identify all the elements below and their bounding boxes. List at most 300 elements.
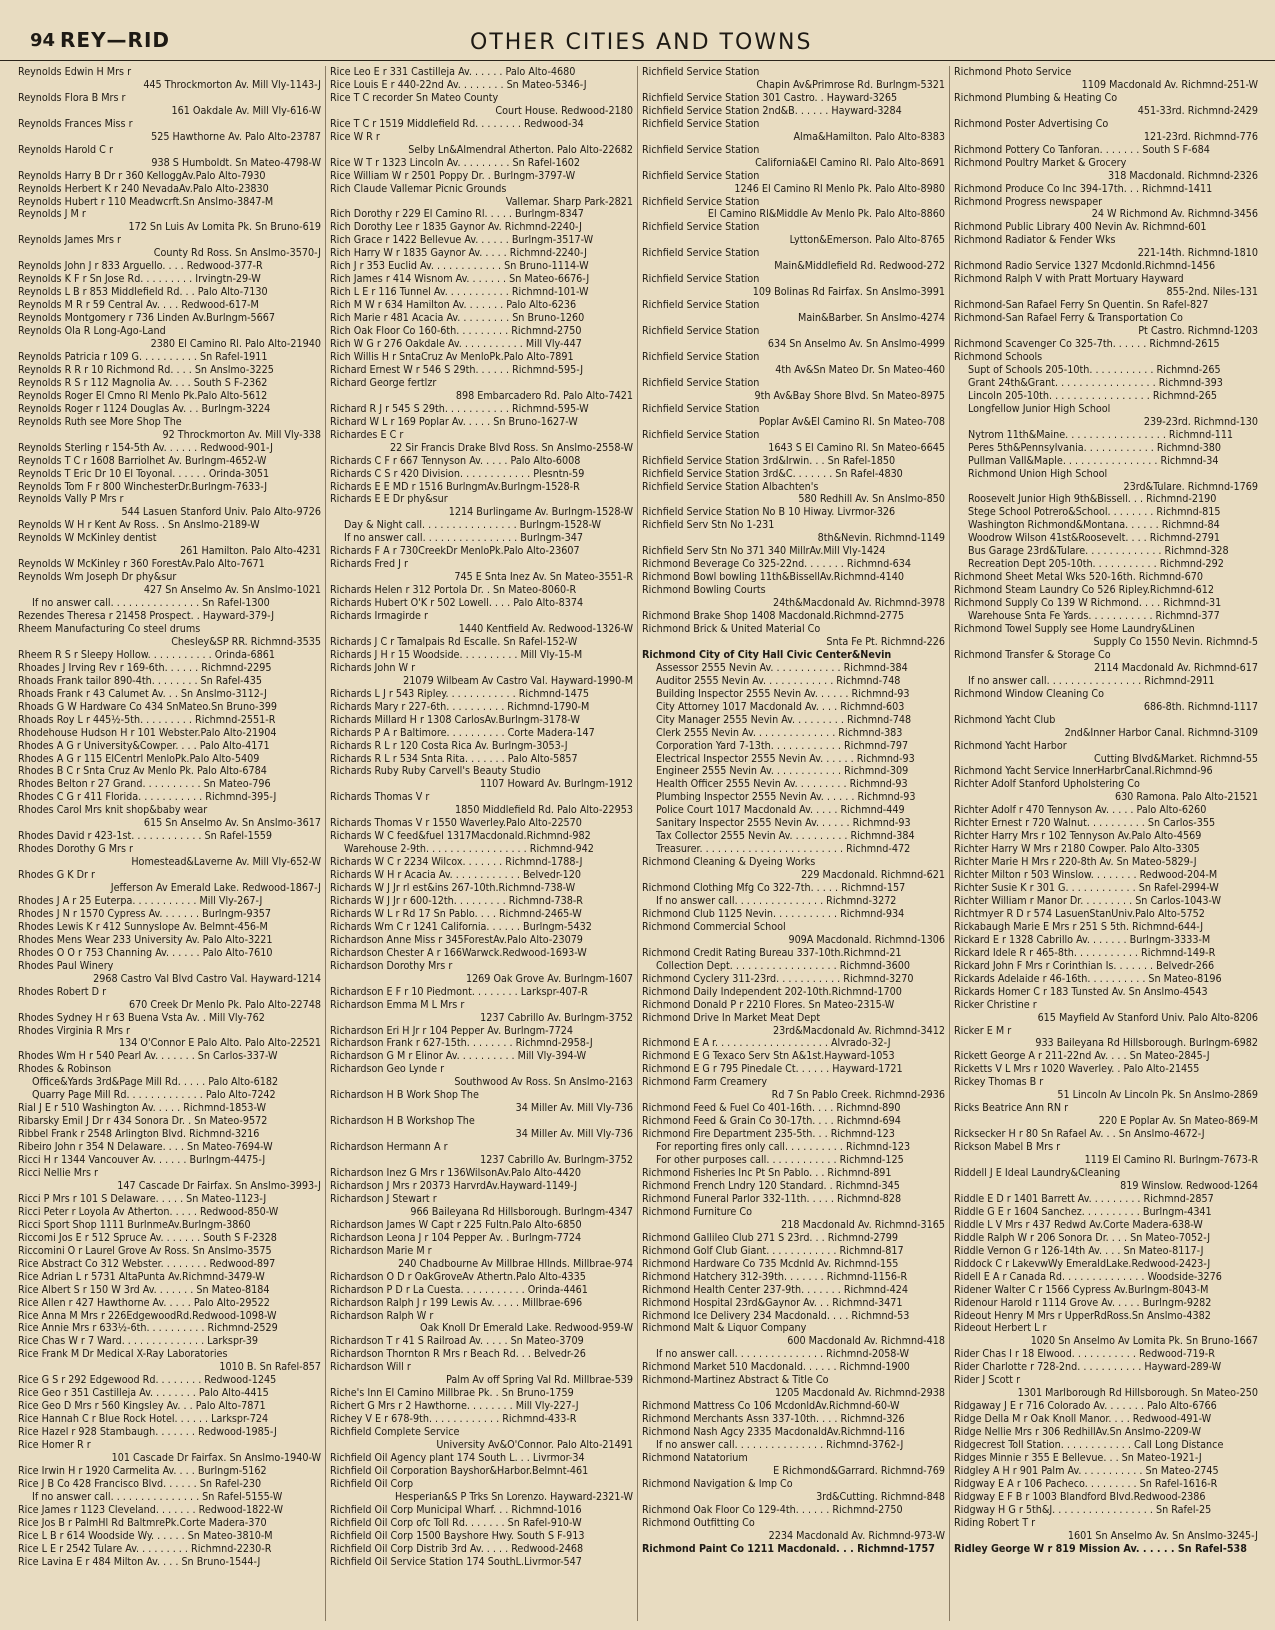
listing-entry: Richmond Supply Co 139 W Richmond. . . . Richmnd-31: [954, 597, 1222, 610]
listing-entry: Rice Lavina E r 484 Milton Av. . . . Sn Bruno-1544-J: [18, 1555, 261, 1568]
listing-entry: 580 Redhill Av. Sn Anslmo-850: [798, 493, 945, 506]
listing-entry: Rhodes Lewis K r 412 Sunnyslope Av. Belmnt-456-M: [18, 920, 268, 933]
listing-entry: Stege School Potrero&School. . . . . . . . Richmnd-815: [968, 506, 1221, 519]
listing-entry: Richmond Fire Department 235-5th. . . Richmnd-123: [642, 1128, 895, 1141]
listing-entry: Richardson Frank r 627-15th. . . . . . . . Richmnd-2958-J: [330, 1037, 593, 1050]
listing-entry: Rice Geo D Mrs r 560 Kingsley Av. . . Palo Alto-7871: [18, 1400, 266, 1413]
listing-entry: 2nd&Inner Harbor Canal. Richmnd-3109: [1064, 726, 1258, 739]
listing-entry: Richardson Anne Miss r 345ForestAv.Palo Alto-23079: [330, 933, 583, 946]
listing-entry: Rhodes David r 423-1st. . . . . . . . . . . . Sn Rafel-1559: [18, 830, 273, 843]
listing-entry: Rice Homer R r: [18, 1439, 91, 1452]
listing-entry: Richter Marie H Mrs r 220-8th Av. Sn Mateo-5829-J: [954, 856, 1197, 869]
listing-entry: Rhoads Roy L r 445½-5th. . . . . . . . . Richmnd-2551-R: [18, 713, 276, 726]
listing-entry: 134 O'Connor E Palo Alto. Palo Alto-22521: [119, 1037, 321, 1050]
listing-entry: Rich Dorothy r 229 El Camino Rl. . . . . Burlngm-8347: [330, 208, 584, 221]
listing-entry: Rich L E r 116 Tunnel Av. . . . . . . . . . . Richmnd-101-W: [330, 286, 589, 299]
listing-entry: Lincoln 205-10th. . . . . . . . . . . . . . . . . Richmnd-265: [968, 389, 1217, 402]
listing-entry: Ridgway E A r 106 Pacheco. . . . . . . . . Sn Rafel-1616-R: [954, 1477, 1218, 1490]
listing-entry: Richter Adolf r 470 Tennyson Av. . . . . Palo Alto-6260: [954, 804, 1207, 817]
listing-entry: Rice Anna M Mrs r 226EdgewoodRd.Redwood-1098-W: [18, 1309, 277, 1322]
listing-entry: Reynolds W H r Kent Av Ross. . Sn Anslmo-2189-W: [18, 519, 260, 532]
listing-entry: Ricker Christine r: [954, 998, 1037, 1011]
listing-entry: Ridgway H G r 5th&J. . . . . . . . . . . . . . . . . Sn Rafel-25: [954, 1503, 1212, 1516]
listing-entry: Rice Jos B r PalmHl Rd BaltmrePk.Corte Madera-370: [18, 1516, 267, 1529]
listing-entry: Riddle Vernon G r 126-14th Av. . . . Sn Mateo-8117-J: [954, 1244, 1204, 1257]
listing-entry: 1214 Burlingame Av. Burlngm-1528-W: [448, 506, 633, 519]
listing-entry: 101 Cascade Dr Fairfax. Sn Anslmo-1940-W: [111, 1451, 321, 1464]
listing-entry: 670 Creek Dr Menlo Pk. Palo Alto-22748: [128, 998, 321, 1011]
listing-entry: 221-14th. Richmnd-1810: [1137, 247, 1258, 260]
listing-entry: Sanitary Inspector 2555 Nevin Av. . . . . . Richmnd-93: [656, 817, 911, 830]
listing-entry: Richards F A r 730CreekDr MenloPk.Palo Alto-23607: [330, 545, 580, 558]
listing-entry: Richardson E F r 10 Piedmont. . . . . . . . Larkspr-407-R: [330, 985, 588, 998]
column-1: [14, 66, 326, 1621]
listing-entry: Chapin Av&Primrose Rd. Burlngm-5321: [756, 78, 945, 91]
listing-entry: Richards L J r 543 Ripley. . . . . . . . . . . . Richmnd-1475: [330, 687, 589, 700]
listing-entry: 1205 Macdonald Av. Richmnd-2938: [775, 1387, 945, 1400]
listing-entry: Richmond Union High School: [968, 467, 1108, 480]
listing-entry: 909A Macdonald. Richmnd-1306: [788, 933, 945, 946]
listing-entry: Rich Harry W r 1835 Gaynor Av. . . . . Richmnd-2240-J: [330, 247, 587, 260]
listing-entry: Richmond Market 510 Macdonald. . . . . . Richmnd-1900: [642, 1361, 910, 1374]
listing-entry: Rich M W r 634 Hamilton Av. . . . . . . Palo Alto-6236: [330, 299, 577, 312]
listing-entry: Office&Yards 3rd&Page Mill Rd. . . . . Palo Alto-6182: [32, 1076, 279, 1089]
listing-entry: Rice W T r 1323 Lincoln Av. . . . . . . . . Sn Rafel-1602: [330, 156, 580, 169]
listing-entry: Reynolds John J r 833 Arguello. . . . Redwood-377-R: [18, 260, 263, 273]
listing-entry: Engineer 2555 Nevin Av. . . . . . . . . . . . Richmnd-309: [656, 765, 909, 778]
listing-entry: Corporation Yard 7-13th. . . . . . . . . . . . Richmnd-797: [656, 739, 909, 752]
listing-entry: Richfield Oil Corporation Bayshor&Harbor.Belmnt-461: [330, 1464, 589, 1477]
listing-entry: If no answer call. . . . . . . . . . . . . . . Richmnd-3762-J: [656, 1439, 904, 1452]
listing-entry: Rickey Thomas B r: [954, 1076, 1044, 1089]
listing-entry: 2234 Macdonald Av. Richmnd-973-W: [768, 1529, 945, 1542]
listing-entry: Day & Night call. . . . . . . . . . . . . . . . Burlngm-1528-W: [344, 519, 602, 532]
listing-entry: 938 S Humboldt. Sn Mateo-4798-W: [151, 156, 321, 169]
listing-entry: Richmond Golf Club Giant. . . . . . . . . . . . Richmnd-817: [642, 1244, 904, 1257]
listing-entry: Ricketts V L Mrs r 1020 Waverley. . Palo Alto-21455: [954, 1063, 1200, 1076]
listing-entry: Richards W C feed&fuel 1317Macdonald.Richmnd-982: [330, 830, 591, 843]
listing-entry: Richmond Merchants Assn 337-10th. . . . Richmnd-326: [642, 1413, 905, 1426]
listing-entry: Richmond City of City Hall Civic Center&Nevin: [642, 648, 892, 661]
listing-entry: Richmond Bowl bowling 11th&BissellAv.Richmnd-4140: [642, 571, 904, 584]
listing-entry: Richards P A r Baltimore. . . . . . . . . . Corte Madera-147: [330, 726, 595, 739]
listing-entry: Ribeiro John r 354 N Delaware. . . . Sn Mateo-7694-W: [18, 1141, 273, 1154]
listing-entry: Pt Castro. Richmnd-1203: [1138, 325, 1258, 338]
listing-entry: E Richmond&Garrard. Richmnd-769: [773, 1464, 945, 1477]
listing-entry: Electrical Inspector 2555 Nevin Av. . . . . . Richmnd-93: [656, 752, 915, 765]
listing-entry: Lytton&Emerson. Palo Alto-8765: [789, 234, 945, 247]
listing-entry: Ridges Minnie r 355 E Bellevue. . . Sn Mateo-1921-J: [954, 1451, 1202, 1464]
listing-entry: Richardson H B Work Shop The: [330, 1089, 479, 1102]
listing-entry: El Camino Rl&Middle Av Menlo Pk. Palo Alto-8860: [707, 208, 945, 221]
listing-entry: Rice Frank M Dr Medical X-Ray Laboratories: [18, 1348, 228, 1361]
listing-entry: Richfield Service Station Albachten's: [642, 480, 819, 493]
listing-entry: Rice Geo r 351 Castilleja Av. . . . . . . . Palo Alto-4415: [18, 1387, 269, 1400]
listing-entry: Richmond Brick & United Material Co: [642, 622, 821, 635]
listing-entry: Bus Garage 23rd&Tulare. . . . . . . . . . . . . Richmnd-328: [968, 545, 1229, 558]
listing-entry: 23rd&Tulare. Richmnd-1769: [1123, 480, 1258, 493]
listing-entry: Reynolds Patricia r 109 G. . . . . . . . . . Sn Rafel-1911: [18, 350, 268, 363]
listing-entry: Richfield Service Station: [642, 143, 760, 156]
listing-entry: Richmond Radiator & Fender Wks: [954, 234, 1116, 247]
listing-entry: Riccomini O r Laurel Grove Av Ross. Sn Anslmo-3575: [18, 1244, 272, 1257]
listing-entry: Reynolds Montgomery r 736 Linden Av.Burlngm-5667: [18, 312, 275, 325]
listing-entry: Rice W R r: [330, 130, 380, 143]
listing-entry: Clerk 2555 Nevin Av. . . . . . . . . . . . . . Richmnd-383: [656, 726, 903, 739]
listing-entry: Rhoads G W Hardware Co 434 SnMateo.Sn Bruno-399: [18, 700, 277, 713]
listing-entry: Rich Grace r 1422 Bellevue Av. . . . . . Burlngm-3517-W: [330, 234, 594, 247]
listing-entry: Reynolds Herbert K r 240 NevadaAv.Palo Alto-23830: [18, 182, 269, 195]
listing-entry: Richmond Club 1125 Nevin. . . . . . . . . . . Richmnd-934: [642, 907, 905, 920]
listing-entry: Grant 24th&Grant. . . . . . . . . . . . . . . . . Richmnd-393: [968, 376, 1223, 389]
listing-entry: Rice Abstract Co 312 Webster. . . . . . . . Redwood-897: [18, 1257, 276, 1270]
listing-entry: University Av&O'Connor. Palo Alto-21491: [436, 1439, 633, 1452]
listing-entry: 218 Macdonald Av. Richmnd-3165: [781, 1218, 945, 1231]
listing-entry: Reynolds Flora B Mrs r: [18, 91, 126, 104]
listing-entry: Richfield Service Station: [642, 325, 760, 338]
listing-entry: Reynolds T Eric Dr 10 El Toyonal. . . . . . Orinda-3051: [18, 467, 270, 480]
column-3: [638, 66, 950, 1621]
listing-entry: Richards J H r 15 Woodside. . . . . . . . . . Mill Vly-15-M: [330, 648, 583, 661]
listing-entry: Richards John W r: [330, 661, 416, 674]
listing-entry: Richardson Emma M L Mrs r: [330, 998, 465, 1011]
listing-entry: Ridge Nellie Mrs r 306 RedhillAv.Sn Anslmo-2209-W: [954, 1426, 1202, 1439]
listing-entry: Southwood Av Ross. Sn Anslmo-2163: [454, 1076, 633, 1089]
listing-entry: 121-23rd. Richmnd-776: [1143, 130, 1258, 143]
listing-entry: Rhodes O O r 753 Channing Av. . . . . . Palo Alto-7610: [18, 946, 273, 959]
listing-entry: 966 Baileyana Rd Hillsborough. Burlngm-4347: [410, 1205, 633, 1218]
listing-entry: Richards Thomas V r 1550 Waverley.Palo Alto-22570: [330, 817, 582, 830]
listing-entry: Rhodes Virginia R Mrs r: [18, 1024, 130, 1037]
listing-entry: Richter Harry Mrs r 102 Tennyson Av.Palo Alto-4569: [954, 830, 1202, 843]
listing-entry: Supply Co 1550 Nevin. Richmnd-5: [1093, 635, 1258, 648]
listing-entry: Richmond Plumbing & Heating Co: [954, 91, 1118, 104]
listing-entry: Rickards Adelaide r 46-16th. . . . . . . . . . Sn Mateo-8196: [954, 972, 1222, 985]
listing-entry: Quarry Page Mill Rd. . . . . . . . . . . . . Palo Alto-7242: [32, 1089, 276, 1102]
listing-entry: Rich James r 414 Wisnom Av. . . . . . . Sn Mateo-6676-J: [330, 273, 590, 286]
listing-entry: Richmond Transfer & Storage Co: [954, 648, 1111, 661]
listing-entry: Rhoads Frank tailor 890-4th. . . . . . . . Sn Rafel-435: [18, 674, 262, 687]
listing-entry: Richmond Navigation & Imp Co: [642, 1477, 793, 1490]
listing-entry: Richmond Sheet Metal Wks 520-16th. Richmnd-670: [954, 571, 1203, 584]
listing-entry: 427 Sn Anselmo Av. Sn Anslmo-1021: [143, 584, 321, 597]
listing-entry: Richfield Oil Service Station 174 SouthL.Livrmor-547: [330, 1555, 582, 1568]
listing-entry: 21079 Wilbeam Av Castro Val. Hayward-1990-M: [403, 674, 633, 687]
listing-entry: 1269 Oak Grove Av. Burlngm-1607: [465, 972, 633, 985]
listing-entry: Rhodes Dorothy G Mrs r: [18, 843, 133, 856]
listing-entry: Richardson Leona J r 104 Pepper Av. . Burlngm-7724: [330, 1231, 582, 1244]
listing-entry: Richmond Bowling Courts: [642, 584, 766, 597]
listing-entry: 2380 El Camino Rl. Palo Alto-21940: [150, 338, 321, 351]
listing-entry: Rickson Mabel B Mrs r: [954, 1141, 1061, 1154]
listing-entry: 600 Macdonald Av. Richmnd-418: [787, 1335, 945, 1348]
listing-entry: Rhoades J Irving Rev r 169-6th. . . . . . Richmnd-2295: [18, 661, 272, 674]
listing-entry: Richmond Scavenger Co 325-7th. . . . . . Richmnd-2615: [954, 338, 1220, 351]
listing-entry: Richmond Gallileo Club 271 S 23rd. . . Richmnd-2799: [642, 1231, 898, 1244]
listing-entry: 34 Miller Av. Mill Vly-736: [515, 1128, 633, 1141]
listing-entry: Richard R J r 545 S 29th. . . . . . . . . . . Richmnd-595-W: [330, 402, 589, 415]
listing-entry: Riding Robert T r: [954, 1516, 1036, 1529]
listing-entry: Richardson Will r: [330, 1361, 411, 1374]
listing-entry: Richfield Service Station: [642, 195, 760, 208]
listing-entry: Richards E E MD r 1516 BurlngmAv.Burlngm-1528-R: [330, 480, 580, 493]
listing-entry: Richards Fred J r: [330, 558, 408, 571]
listing-entry: Ricks Beatrice Ann RN r: [954, 1102, 1069, 1115]
listing-entry: Richter Harry W Mrs r 2180 Cowper. Palo Alto-3305: [954, 843, 1200, 856]
listing-entry: Richmond E G Texaco Serv Stn A&1st.Hayward-1053: [642, 1050, 895, 1063]
listing-entry: Richardson Chester A r 166Warwck.Redwood-1693-W: [330, 946, 587, 959]
listing-entry: Hesperian&S P Trks Sn Lorenzo. Hayward-2321-W: [395, 1490, 633, 1503]
listing-entry: Woodrow Wilson 41st&Roosevelt. . . . Richmnd-2791: [968, 532, 1221, 545]
listing-entry: Richfield Oil Corp 1500 Bayshore Hwy. South S F-913: [330, 1529, 585, 1542]
listing-entry: Rhodes & Robinson: [18, 1063, 112, 1076]
listing-entry: Vallemar. Sharp Park-2821: [505, 195, 633, 208]
listing-entry: Richmond E G r 795 Pinedale Ct. . . . . . Hayward-1721: [642, 1063, 903, 1076]
listing-entry: Richmond Donald P r 2210 Flores. Sn Mateo-2315-W: [642, 998, 895, 1011]
listing-entry: Court House. Redwood-2180: [495, 104, 633, 117]
listing-entry: Rhodes Carol Mrs knit shop&baby wear: [18, 804, 208, 817]
listing-entry: Richmond Hardware Co 735 Mcdnld Av. Richmnd-155: [642, 1257, 899, 1270]
listing-entry: Rial J E r 510 Washington Av. . . . . Richmnd-1853-W: [18, 1102, 266, 1115]
listing-entry: 9th Av&Bay Shore Blvd. Sn Mateo-8975: [754, 389, 945, 402]
listing-entry: Warehouse Snta Fe Yards. . . . . . . . . . . Richmnd-377: [968, 610, 1220, 623]
listing-entry: Richmond Funeral Parlor 332-11th. . . . . Richmnd-828: [642, 1192, 902, 1205]
listing-entry: Richmond Yacht Harbor: [954, 739, 1067, 752]
listing-entry: Richmond Cyclery 311-23rd. . . . . . . . . . . Richmnd-3270: [642, 972, 914, 985]
listing-entry: Reynolds Ruth see More Shop The: [18, 415, 182, 428]
listing-entry: Richmond Nash Agcy 2335 MacdonaldAv.Richmnd-116: [642, 1426, 905, 1439]
listing-entry: Ricker E M r: [954, 1024, 1012, 1037]
listing-entry: Rice Hannah C r Blue Rock Hotel. . . . . . Larkspr-724: [18, 1413, 269, 1426]
listing-entry: Richmond Feed & Grain Co 30-17th. . . . Richmnd-694: [642, 1115, 901, 1128]
listing-entry: Richmond Drive In Market Meat Dept: [642, 1011, 821, 1024]
listing-entry: Richfield Service Station: [642, 221, 760, 234]
listing-entry: Richmond Oak Floor Co 129-4th. . . . . . Richmnd-2750: [642, 1503, 903, 1516]
listing-entry: Rhodes A G r University&Cowper. . . . Palo Alto-4171: [18, 739, 270, 752]
listing-entry: Richards Mary r 227-6th. . . . . . . . . . Richmnd-1790-M: [330, 700, 590, 713]
listing-entry: Rice Albert S r 150 W 3rd Av. . . . . . . Sn Mateo-8184: [18, 1283, 270, 1296]
listing-entry: Richmond-San Rafael Ferry & Transportation Co: [954, 312, 1183, 325]
listing-entry: 240 Chadbourne Av Millbrae Hllnds. Millbrae-974: [398, 1257, 633, 1270]
listing-entry: Riddle G E r 1604 Sanchez. . . . . . . . . . Burlngm-4341: [954, 1205, 1212, 1218]
listing-entry: 819 Winslow. Redwood-1264: [1120, 1179, 1258, 1192]
listing-entry: Reynolds R S r 112 Magnolia Av. . . . South S F-2362: [18, 376, 268, 389]
listing-entry: Oak Knoll Dr Emerald Lake. Redwood-959-W: [420, 1322, 633, 1335]
listing-entry: 1109 Macdonald Av. Richmnd-251-W: [1081, 78, 1258, 91]
listing-entry: Richardson T r 41 S Railroad Av. . . . . Sn Mateo-3709: [330, 1335, 584, 1348]
listing-entry: County Rd Ross. Sn Anslmo-3570-J: [153, 247, 321, 260]
listing-entry: Richardson J Mrs r 20373 HarvrdAv.Hayward-1149-J: [330, 1179, 578, 1192]
listing-entry: Richfield Oil Corp ofc Toll Rd. . . . . . . Sn Rafel-910-W: [330, 1516, 582, 1529]
listing-entry: 22 Sir Francis Drake Blvd Ross. Sn Anslmo-2558-W: [389, 441, 633, 454]
listing-entry: Ricci Nellie Mrs r: [18, 1167, 99, 1180]
listing-entry: Riddell J E Ideal Laundry&Cleaning: [954, 1167, 1121, 1180]
listing-entry: Richfield Oil Corp Municipal Wharf. . . Richmnd-1016: [330, 1503, 582, 1516]
listing-entry: If no answer call. . . . . . . . . . . . . . . . Burlngm-347: [344, 532, 583, 545]
listing-entry: Rice T C recorder Sn Mateo County: [330, 91, 499, 104]
listing-entry: Rhodes B C r Snta Cruz Av Menlo Pk. Palo Alto-6784: [18, 765, 267, 778]
listing-entry: Richard Ernest W r 546 S 29th. . . . . . Richmnd-595-J: [330, 363, 584, 376]
listing-entry: Riche's Inn El Camino Millbrae Pk. . Sn Bruno-1759: [330, 1387, 574, 1400]
listing-entry: Rice Annie Mrs r 633½-6th. . . . . . . . . . Richmnd-2529: [18, 1322, 278, 1335]
listing-entry: Rice Louis E r 440-22nd Av. . . . . . . . Sn Mateo-5346-J: [330, 78, 587, 91]
listing-entry: 2968 Castro Val Blvd Castro Val. Hayward-1214: [93, 972, 321, 985]
listing-entry: Plumbing Inspector 2555 Nevin Av. . . . . . Richmnd-93: [656, 791, 916, 804]
listing-entry: Rhodes J A r 25 Euterpa. . . . . . . . . . . Mill Vly-267-J: [18, 895, 263, 907]
listing-entry: Richmond Natatorium: [642, 1451, 748, 1464]
listing-entry: Rice T C r 1519 Middlefield Rd. . . . . . . . Redwood-34: [330, 117, 584, 130]
listing-entry: Rickard E r 1328 Cabrillo Av. . . . . . . Burlngm-3333-M: [954, 933, 1211, 946]
listing-entry: Reynolds W McKinley dentist: [18, 532, 157, 545]
listing-entry: 261 Hamilton. Palo Alto-4231: [180, 545, 321, 558]
listing-entry: Reynolds W McKinley r 360 ForestAv.Palo Alto-7671: [18, 558, 265, 571]
listing-entry: Richter Adolf Stanford Upholstering Co: [954, 778, 1140, 791]
listing-entry: Reynolds Vally P Mrs r: [18, 493, 124, 506]
listing-entry: Palm Av off Spring Val Rd. Millbrae-539: [446, 1374, 633, 1387]
listing-entry: Rice L B r 614 Woodside Wy. . . . . . Sn Mateo-3810-M: [18, 1529, 273, 1542]
listing-entry: 451-33rd. Richmnd-2429: [1137, 104, 1258, 117]
listing-entry: Ridgway E F B r 1003 Blandford Blvd.Redwood-2386: [954, 1490, 1206, 1503]
listing-entry: 615 Mayfield Av Stanford Univ. Palo Alto-8206: [1037, 1011, 1258, 1024]
listing-entry: Ribbel Frank r 2548 Arlington Blvd. Richmnd-3216: [18, 1128, 260, 1141]
listing-entry: Rideout Herbert L r: [954, 1322, 1047, 1335]
listing-entry: Richfield Service Station: [642, 376, 760, 389]
listing-entry: Richfield Service Station: [642, 273, 760, 286]
listing-entry: Richards Wm C r 1241 California. . . . . . Burlngm-5432: [330, 920, 592, 933]
listing-entry: Selby Ln&Almendral Atherton. Palo Alto-22682: [408, 143, 633, 156]
listing-entry: Richmond Feed & Fuel Co 401-16th. . . . Richmnd-890: [642, 1102, 901, 1115]
listing-entry: Ricksecker H r 80 Sn Rafael Av. . . Sn Anslmo-4672-J: [954, 1128, 1205, 1141]
listing-entry: Richards Ruby Ruby Carvell's Beauty Studio: [330, 765, 541, 778]
listing-entry: Richards W J Jr rl est&ins 267-10th.Richmnd-738-W: [330, 882, 576, 895]
listing-entry: Richards W J Jr r 600-12th. . . . . . . . . Richmnd-738-R: [330, 895, 583, 907]
listing-entry: Auditor 2555 Nevin Av. . . . . . . . . . . . Richmnd-748: [656, 674, 901, 687]
listing-entry: Ricci Sport Shop 1111 BurlnmeAv.Burlngm-3860: [18, 1218, 251, 1231]
listing-entry: California&El Camino Rl. Palo Alto-8691: [755, 156, 945, 169]
listing-entry: Riddle Ralph W r 206 Sonora Dr. . . . Sn Mateo-7052-J: [954, 1231, 1211, 1244]
listing-entry: If no answer call. . . . . . . . . . . . . . . Richmnd-2058-W: [656, 1348, 909, 1361]
listing-entry: Richmond Steam Laundry Co 526 Ripley.Richmnd-612: [954, 584, 1215, 597]
listing-entry: 1119 El Camino Rl. Burlngm-7673-R: [1084, 1154, 1258, 1167]
listing-entry: Health Officer 2555 Nevin Av. . . . . . . . . Richmnd-93: [656, 778, 908, 791]
listing-entry: Rhodes Robert D r: [18, 985, 107, 998]
listing-entry: Richards W L r Rd 17 Sn Pablo. . . . Richmnd-2465-W: [330, 907, 582, 920]
listing-entry: Ricci H r 1344 Vancouver Av. . . . . . Burlngm-4475-J: [18, 1154, 266, 1167]
listing-entry: Rice Leo E r 331 Castilleja Av. . . . . . Palo Alto-4680: [330, 66, 576, 78]
listing-entry: Rice Adrian L r 5731 AltaPunta Av.Richmnd-3479-W: [18, 1270, 265, 1283]
listing-entry: Richmond Hospital 23rd&Gaynor Av. . . Richmnd-3471: [642, 1296, 903, 1309]
listing-entry: Ribarsky Emil J Dr r 434 Sonora Dr. . Sn Mateo-9572: [18, 1115, 268, 1128]
listing-entry: Richardson Ralph J r 199 Lewis Av. . . . . Millbrae-696: [330, 1296, 583, 1309]
listing-entry: Reynolds Edwin H Mrs r: [18, 66, 132, 78]
listing-entry: Richards W C r 2234 Wilcox. . . . . . . Richmnd-1788-J: [330, 856, 583, 869]
listing-entry: Richmond French Lndry 120 Standard. . Richmnd-345: [642, 1179, 900, 1192]
listing-entry: 23rd&Macdonald Av. Richmnd-3412: [772, 1024, 945, 1037]
listing-entry: Ridgecrest Toll Station. . . . . . . . . . . . Call Long Distance: [954, 1439, 1224, 1452]
listing-entry: Reynolds Wm Joseph Dr phy&sur: [18, 571, 177, 584]
listing-entry: Collection Dept. . . . . . . . . . . . . . . . . . Richmnd-3600: [656, 959, 910, 972]
listing-entry: Building Inspector 2555 Nevin Av. . . . . . Richmnd-93: [656, 687, 910, 700]
listing-entry: Roosevelt Junior High 9th&Bissell. . . Richmnd-2190: [968, 493, 1217, 506]
listing-entry: Richmond Cleaning & Dyeing Works: [642, 856, 816, 869]
listing-entry: Cutting Blvd&Market. Richmnd-55: [1094, 752, 1258, 765]
listing-entry: Richardson Thornton R Mrs r Beach Rd. . . Belvedr-26: [330, 1348, 586, 1361]
listing-entry: Rider Chas I r 18 Elwood. . . . . . . . . . . Redwood-719-R: [954, 1348, 1215, 1361]
listing-entry: Rd 7 Sn Pablo Creek. Richmnd-2936: [771, 1089, 945, 1102]
listing-entry: Richmond Towel Supply see Home Laundry&Linen: [954, 622, 1195, 635]
listing-entry: Richmond Furniture Co: [642, 1205, 752, 1218]
listing-entry: Reynolds Harold C r: [18, 143, 113, 156]
listing-entry: Richmond Brake Shop 1408 Macdonald.Richmnd-2775: [642, 610, 905, 623]
listing-entry: 51 Lincoln Av Lincoln Pk. Sn Anslmo-2869: [1057, 1089, 1258, 1102]
listing-entry: Richtmyer R D r 574 LasuenStanUniv.Palo Alto-5752: [954, 907, 1205, 920]
listing-entry: Reynolds Ola R Long-Ago-Land: [18, 325, 166, 338]
listing-entry: 1601 Sn Anselmo Av. Sn Anslmo-3245-J: [1067, 1529, 1258, 1542]
listing-entry: Ridgley A H r 901 Palm Av. . . . . . . . . . . Sn Mateo-2745: [954, 1464, 1219, 1477]
listing-entry: Assessor 2555 Nevin Av. . . . . . . . . . . . Richmnd-384: [656, 661, 908, 674]
listing-entry: 8th&Nevin. Richmnd-1149: [817, 532, 945, 545]
listing-entry: Rider Charlotte r 728-2nd. . . . . . . . . . . Hayward-289-W: [954, 1361, 1222, 1374]
listing-entry: Richmond Photo Service: [954, 66, 1072, 78]
listing-entry: Richfield Service Station: [642, 169, 760, 182]
listing-entry: Pullman Vall&Maple. . . . . . . . . . . . . . . . Richmnd-34: [968, 454, 1219, 467]
listing-entry: Richardes E C r: [330, 428, 404, 441]
listing-entry: Rice James r 1123 Cleveland. . . . . . . Redwood-1822-W: [18, 1503, 284, 1516]
listing-entry: Rhodes Mens Wear 233 University Av. Palo Alto-3221: [18, 933, 273, 946]
listing-columns: [14, 66, 1262, 1621]
listing-entry: Richmond Radio Service 1327 Mcdonld.Richmnd-1456: [954, 260, 1216, 273]
listing-entry: 109 Bolinas Rd Fairfax. Sn Anslmo-3991: [752, 286, 945, 299]
listing-entry: Richards C S r 420 Division. . . . . . . . . . . . Plesntn-59: [330, 467, 585, 480]
listing-entry: Rickards Homer C r 183 Tunsted Av. Sn Anslmo-4543: [954, 985, 1208, 998]
listing-entry: If no answer call. . . . . . . . . . . . . . . Sn Rafel-5155-W: [32, 1490, 283, 1503]
listing-entry: Richfield Complete Service: [330, 1426, 460, 1439]
listing-entry: Richter Ernest r 720 Walnut. . . . . . . . . . Sn Carlos-355: [954, 817, 1216, 830]
listing-entry: Main&Middlefield Rd. Redwood-272: [774, 260, 945, 273]
listing-entry: 745 E Snta Inez Av. Sn Mateo-3551-R: [454, 571, 633, 584]
listing-entry: Richmond Farm Creamery: [642, 1076, 768, 1089]
listing-entry: Richmond Ralph V with Pratt Mortuary Hayward: [954, 273, 1184, 286]
listing-entry: Richfield Service Station: [642, 117, 760, 130]
listing-entry: Richmond Fisheries Inc Pt Sn Pablo. . . Richmnd-891: [642, 1167, 892, 1180]
listing-entry: Police Court 1017 Macdonald Av. . . . . Richmnd-449: [656, 804, 905, 817]
listing-entry: Richmond E A r. . . . . . . . . . . . . . . . . . . Alvrado-32-J: [642, 1037, 891, 1050]
listing-entry: Peres 5th&Pennsylvania. . . . . . . . . . . . Richmnd-380: [968, 441, 1222, 454]
listing-entry: 634 Sn Anselmo Av. Sn Anslmo-4999: [767, 338, 945, 351]
listing-entry: Richardson G M r Elinor Av. . . . . . . . . . Mill Vly-394-W: [330, 1050, 587, 1063]
listing-entry: 630 Ramona. Palo Alto-21521: [1114, 791, 1258, 804]
listing-entry: 855-2nd. Niles-131: [1166, 286, 1258, 299]
listing-entry: Richards W H r Acacia Av. . . . . . . . . . . . Belvedr-120: [330, 869, 581, 882]
listing-entry: Ridley George W r 819 Mission Av. . . . . . Sn Rafel-538: [954, 1542, 1247, 1555]
listing-entry: 147 Cascade Dr Fairfax. Sn Anslmo-3993-J: [117, 1179, 321, 1192]
listing-entry: Richfield Service Station: [642, 299, 760, 312]
listing-entry: Rich J r 353 Euclid Av. . . . . . . . . . . . Sn Bruno-1114-W: [330, 260, 589, 273]
listing-entry: 1301 Marlborough Rd Hillsborough. Sn Mateo-250: [1017, 1387, 1258, 1400]
listing-entry: Ricci Peter r Loyola Av Atherton. . . . . Redwood-850-W: [18, 1205, 279, 1218]
listing-entry: Richardson Eri H Jr r 104 Pepper Av. Burlngm-7724: [330, 1024, 574, 1037]
listing-entry: Rice William W r 2501 Poppy Dr. . Burlngm-3797-W: [330, 169, 576, 182]
listing-entry: Reynolds Sterling r 154-5th Av. . . . . . Redwood-901-J: [18, 441, 273, 454]
listing-entry: 24th&Macdonald Av. Richmnd-3978: [772, 597, 945, 610]
listing-entry: Richmond Poultry Market & Grocery: [954, 156, 1127, 169]
listing-entry: Riddle E D r 1401 Barrett Av. . . . . . . . . Richmnd-2857: [954, 1192, 1214, 1205]
listing-entry: Richmond Ice Delivery 234 Macdonald. . . . Richmnd-53: [642, 1309, 910, 1322]
listing-entry: Richardson James W Capt r 225 Fultn.Palo Alto-6850: [330, 1218, 582, 1231]
listing-entry: 445 Throckmorton Av. Mill Vly-1143-J: [143, 78, 321, 91]
listing-entry: 525 Hawthorne Av. Palo Alto-23787: [151, 130, 321, 143]
listing-entry: Richter William r Manor Dr. . . . . . . . . Sn Carlos-1043-W: [954, 895, 1222, 907]
